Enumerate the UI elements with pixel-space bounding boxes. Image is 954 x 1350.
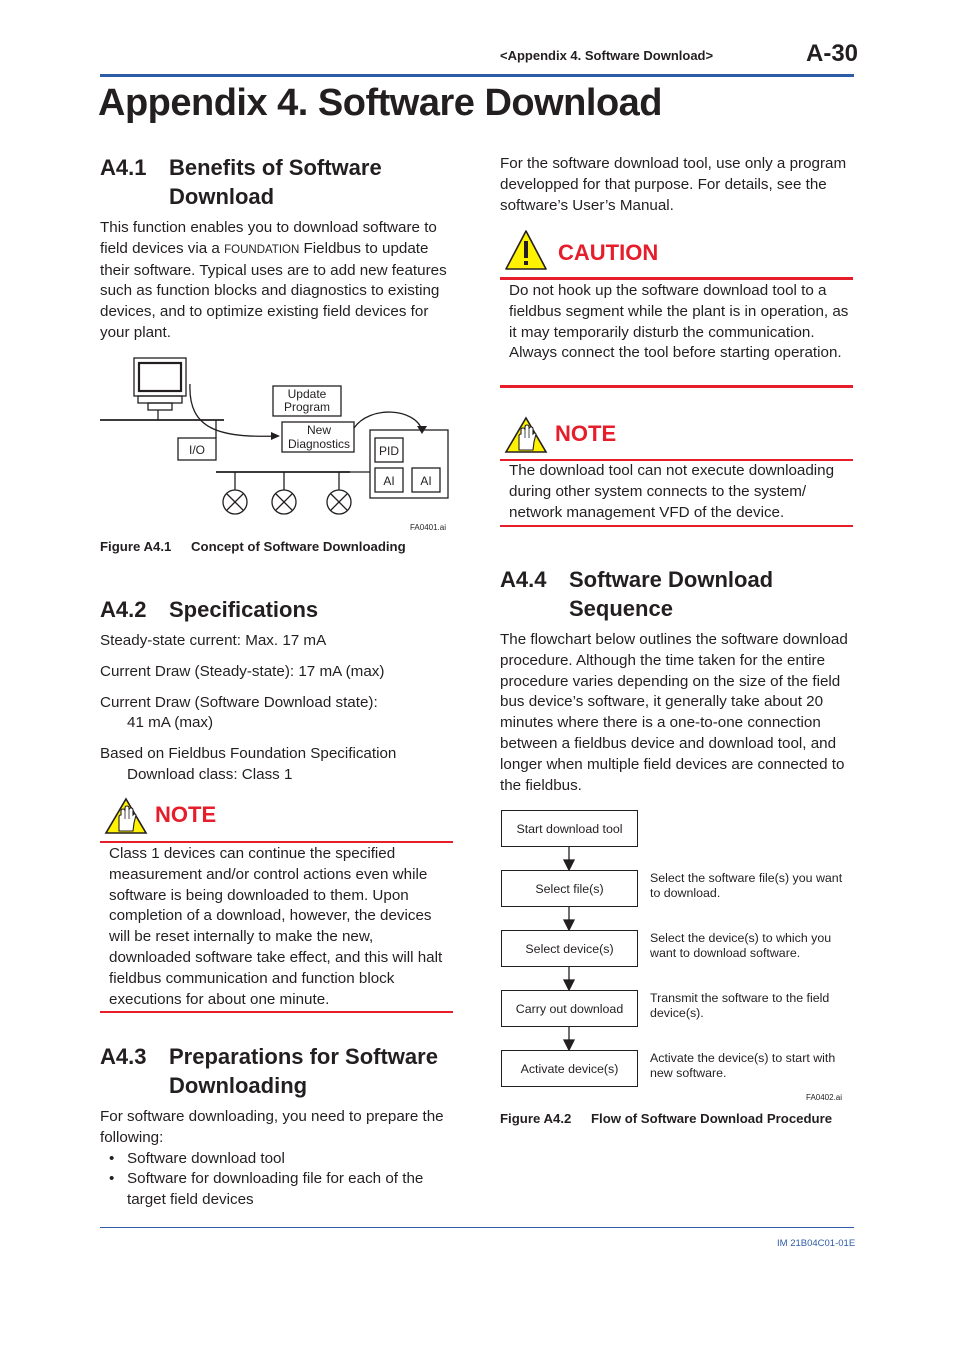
spec-line: Steady-state current: Max. 17 mA (100, 632, 327, 649)
section-title: Software Download Sequence (569, 567, 774, 621)
label-program: Program (283, 400, 331, 414)
note-bottom-rule (500, 525, 853, 527)
flow-step-note: Transmit the software to the field device(s). (650, 991, 830, 1020)
label-new: New (306, 423, 332, 437)
label-io: I/O (188, 443, 206, 457)
a41-body: This function enables you to download software to field devices via a FOUNDATION Fieldbus to update their software. Typical uses are to add new features such as function blocks and diagnostics to existing devices, and to optimize existing field devices for your plant. (100, 219, 447, 341)
download-tool-intro: For the software download tool, use only a program developped for that purpose. For details, see the software’s User’s Manual. (500, 155, 847, 214)
section-number: A4.1 (100, 155, 147, 180)
page-number: A-30 (806, 40, 859, 67)
caution-body: Do not hook up the software download tool to a fieldbus segment while the plant is in operation, as it may temporarily disturb the communication. Always connect the tool before starting operation. (509, 282, 849, 362)
section-heading-a44 (500, 565, 854, 625)
a44-body: The flowchart below outlines the software download procedure. Although the time taken for the entire procedure varies depending on the size of the field bus device’s software, it generally take about 20 minutes where there is a one-to-one connection between a fieldbus device and download tool, and longer when multiple field devices are connected to the fieldbus. (500, 631, 848, 794)
section-heading-a41 (100, 153, 460, 213)
flow-step-note: Activate the device(s) to start with new software. (650, 1051, 836, 1080)
hand-note-icon (104, 797, 148, 835)
spec-line: Current Draw (Steady-state): 17 mA (max) (100, 662, 385, 680)
caution-bottom-rule (500, 385, 853, 388)
note-title: NOTE (555, 421, 617, 446)
note-bottom-rule (100, 1011, 453, 1013)
flow-step-note: Select the device(s) to which you want to download software. (650, 931, 832, 960)
caution-title: CAUTION (558, 240, 659, 265)
header-rule (100, 74, 854, 77)
flow-step: Select file(s) (501, 870, 638, 907)
prep-list (100, 1149, 456, 1211)
figure-file-id: FA0402.ai (806, 1093, 843, 1102)
section-title: Preparations for Software Downloading (169, 1044, 438, 1098)
figure-a41-caption: Figure A4.1 Concept of Software Downloading (100, 539, 406, 554)
section-title: Benefits of Software Download (169, 155, 382, 209)
spec-line: Current Draw (Software Download state): (100, 693, 378, 711)
note-body: Class 1 devices can continue the specified measurement and/or control actions even while software is being downloaded to them. Upon completion of a download, however, the devices will be reset internally to make the new, downloaded software take effect, and this will halt fieldbus communication and function block executions for about one minute. (109, 845, 443, 1008)
a42-body (100, 631, 456, 786)
running-header: <Appendix 4. Software Download> (500, 48, 714, 63)
section-number: A4.4 (500, 567, 547, 592)
footer-rule (100, 1227, 854, 1228)
label-ai-2: AI (420, 474, 432, 488)
label-diagnostics: Diagnostics (287, 437, 351, 451)
section-number: A4.3 (100, 1044, 147, 1069)
hand-note-icon (504, 416, 548, 454)
spec-line: Based on Fieldbus Foundation Specification (100, 745, 397, 763)
flow-step: Start download tool (501, 810, 638, 847)
figure-a42-caption: Figure A4.2 Flow of Software Download Procedure (500, 1111, 833, 1126)
section-title: Specifications (169, 597, 319, 622)
figure-a41-diagram (100, 350, 456, 535)
figure-file-id: FA0401.ai (409, 523, 446, 532)
section-heading-a43 (100, 1042, 460, 1102)
note-top-rule (100, 841, 453, 843)
flow-step: Select device(s) (501, 930, 638, 967)
label-update: Update (287, 387, 327, 401)
flow-step: Activate device(s) (501, 1050, 638, 1087)
list-item: • Software download tool (100, 1149, 456, 1170)
a43-body: For software downloading, you need to prepare the following: • Software download tool • Software for downloading file for each of the target field devices (100, 1107, 456, 1211)
note-body: The download tool can not execute downloading during other system connects to the system/ network management VFD of the device. (509, 462, 835, 521)
caution-top-rule (500, 277, 853, 280)
page-title: Appendix 4. Software Download (98, 82, 662, 124)
document-id: IM 21B04C01-01E (777, 1238, 856, 1249)
flow-step: Carry out download (501, 990, 638, 1027)
spec-line: 41 mA (max) (127, 714, 214, 732)
list-item: • Software for downloading file for each of the target field devices (100, 1169, 456, 1211)
flow-step-note: Select the software file(s) you want to download. (650, 871, 843, 900)
foundation-smallcaps: FOUNDATION (224, 243, 300, 256)
warning-triangle-icon (504, 229, 548, 271)
spec-line: Download class: Class 1 (127, 765, 293, 783)
note-title: NOTE (155, 802, 217, 827)
label-pid: PID (378, 444, 400, 458)
section-heading-a42 (100, 595, 456, 625)
section-number: A4.2 (100, 597, 147, 622)
label-ai-1: AI (383, 474, 395, 488)
